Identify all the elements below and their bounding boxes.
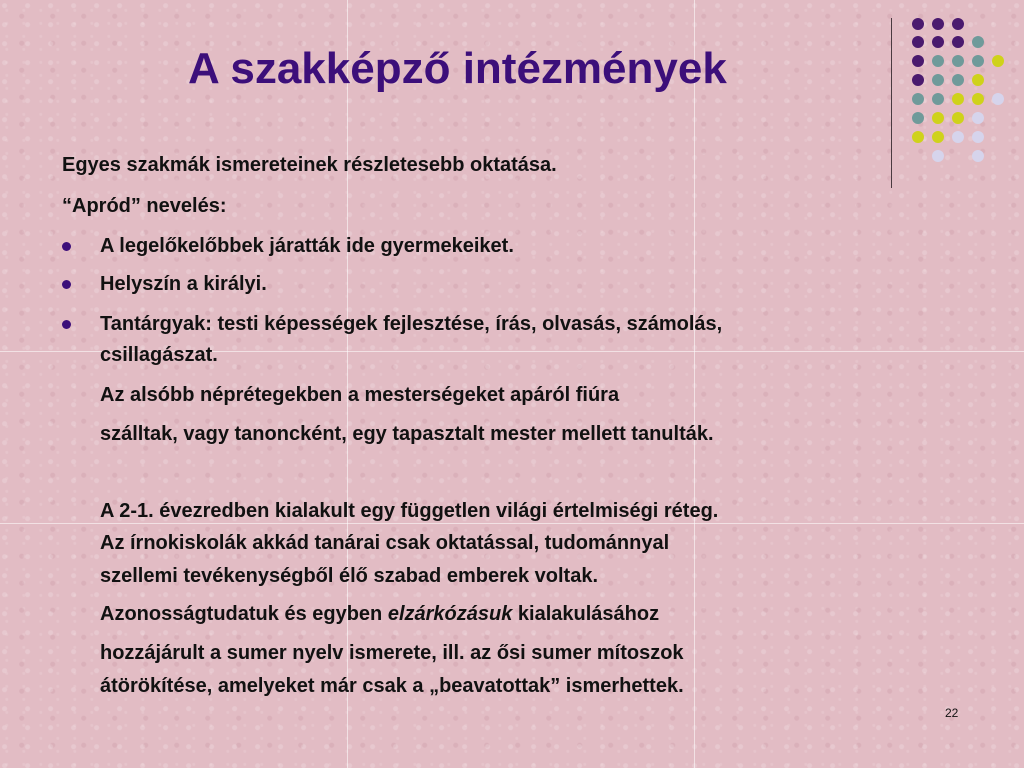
bullet-icon	[62, 320, 71, 329]
paragraph-line	[100, 602, 659, 627]
paragraph-line: szellemi tevékenységből élő szabad emberek voltak.	[100, 565, 599, 587]
dot	[912, 18, 924, 30]
decorative-dot-grid	[910, 14, 1010, 164]
dot	[912, 36, 924, 48]
paragraph-line: szálltak, vagy tanoncként, egy tapasztalt mester mellett tanulták.	[100, 423, 714, 445]
dot	[952, 18, 964, 30]
slide-number: 22	[945, 706, 959, 720]
text-run: kialakulásához	[512, 603, 660, 625]
intro-line: Egyes szakmák ismereteinek részletesebb oktatása.	[62, 154, 557, 176]
dot	[932, 112, 944, 124]
bullet-item: Helyszín a királyi.	[100, 273, 267, 295]
bullet-icon	[62, 280, 71, 289]
paragraph-line: hozzájárult a sumer nyelv ismerete, ill. az ősi sumer mítoszok	[100, 642, 684, 664]
dot	[932, 150, 944, 162]
bullet-icon	[62, 242, 71, 251]
dot	[912, 131, 924, 143]
dot	[972, 93, 984, 105]
paragraph-line: A 2-1. évezredben kialakult egy független világi értelmiségi réteg.	[100, 500, 719, 522]
paragraph-line: Az alsóbb néprétegekben a mesterségeket apáról fiúra	[100, 384, 620, 406]
dot	[992, 55, 1004, 67]
dot	[912, 93, 924, 105]
dot	[912, 55, 924, 67]
dot	[972, 112, 984, 124]
paragraph-line: Az írnokiskolák akkád tanárai csak oktatással, tudománnyal	[100, 532, 670, 554]
dot	[932, 93, 944, 105]
dot	[972, 131, 984, 143]
dot	[952, 55, 964, 67]
dot	[952, 131, 964, 143]
dot	[912, 74, 924, 86]
dot	[972, 55, 984, 67]
dot	[992, 93, 1004, 105]
background-tile-seam	[694, 0, 695, 768]
dot	[952, 36, 964, 48]
dot	[972, 36, 984, 48]
dot	[932, 74, 944, 86]
title-divider	[891, 18, 892, 188]
bullet-item-continuation: csillagászat.	[100, 344, 218, 366]
bullet-item: A legelőkelőbbek járatták ide gyermekeiket.	[100, 235, 514, 257]
bullet-item: Tantárgyak: testi képességek fejlesztése, írás, olvasás, számolás,	[100, 313, 723, 335]
dot	[932, 18, 944, 30]
dot	[912, 112, 924, 124]
text-run: Azonosságtudatuk és egyben	[100, 603, 388, 625]
dot	[972, 74, 984, 86]
paragraph-line: átörökítése, amelyeket már csak a „beavatottak” ismerhettek.	[100, 675, 684, 697]
dot	[972, 150, 984, 162]
slide-title: A szakképző intézmények	[188, 44, 727, 93]
emphasized-text: elzárkózásuk	[387, 603, 513, 625]
dot	[932, 55, 944, 67]
dot	[952, 74, 964, 86]
dot	[952, 112, 964, 124]
dot	[932, 131, 944, 143]
dot	[952, 93, 964, 105]
subheading-line: “Apród” nevelés:	[62, 195, 227, 217]
dot	[932, 36, 944, 48]
